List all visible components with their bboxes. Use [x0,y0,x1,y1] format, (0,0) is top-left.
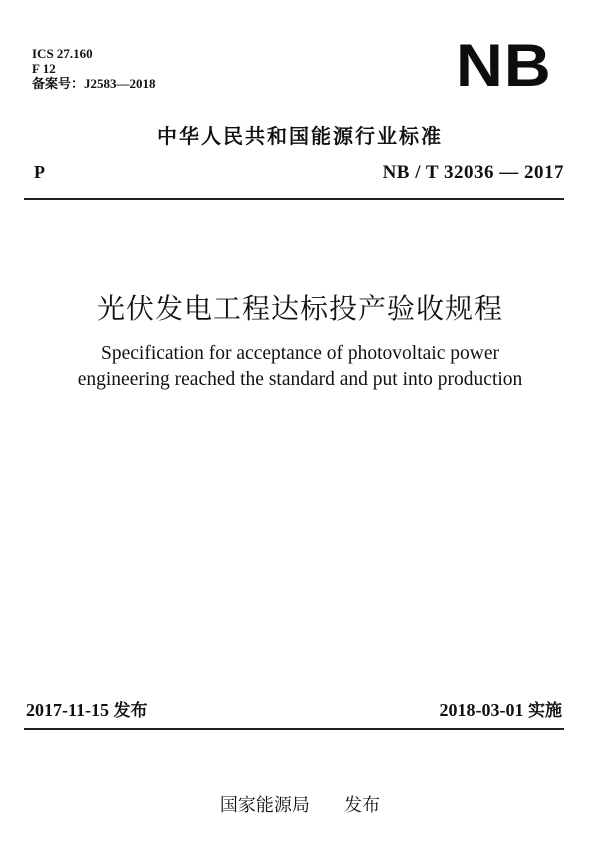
effective-label: 实施 [528,701,562,721]
ics-code: ICS 27.160 [32,46,93,61]
document-title-chinese: 光伏发电工程达标投产验收规程 [96,292,503,325]
category-code: P [34,162,45,182]
issue-label: 发布 [113,701,148,721]
issuer-action: 发布 [344,795,381,816]
filing-number: 备案号：J2583—2018 [32,76,156,91]
standard-series-title: 中华人民共和国能源行业标准 [157,124,443,148]
issuer-name: 国家能源局 [219,795,310,816]
issue-date-block [26,696,148,721]
english-title-line-1: Specification for acceptance of photovoltaic power [101,343,499,364]
ccs-code: F 12 [32,61,56,76]
footer-divider [24,728,564,730]
document-title-english [0,341,600,393]
standard-number: NB / T 32036 — 2017 [382,162,564,183]
classification-block [32,46,156,91]
effective-date-block [440,696,563,721]
issue-date: 2017-11-15 [26,700,109,720]
header-divider [24,198,564,200]
english-title-line-2: engineering reached the standard and put into production [77,369,523,390]
issuing-authority [0,791,600,817]
nb-logo: NB [456,32,552,99]
effective-date: 2018-03-01 [439,700,524,720]
